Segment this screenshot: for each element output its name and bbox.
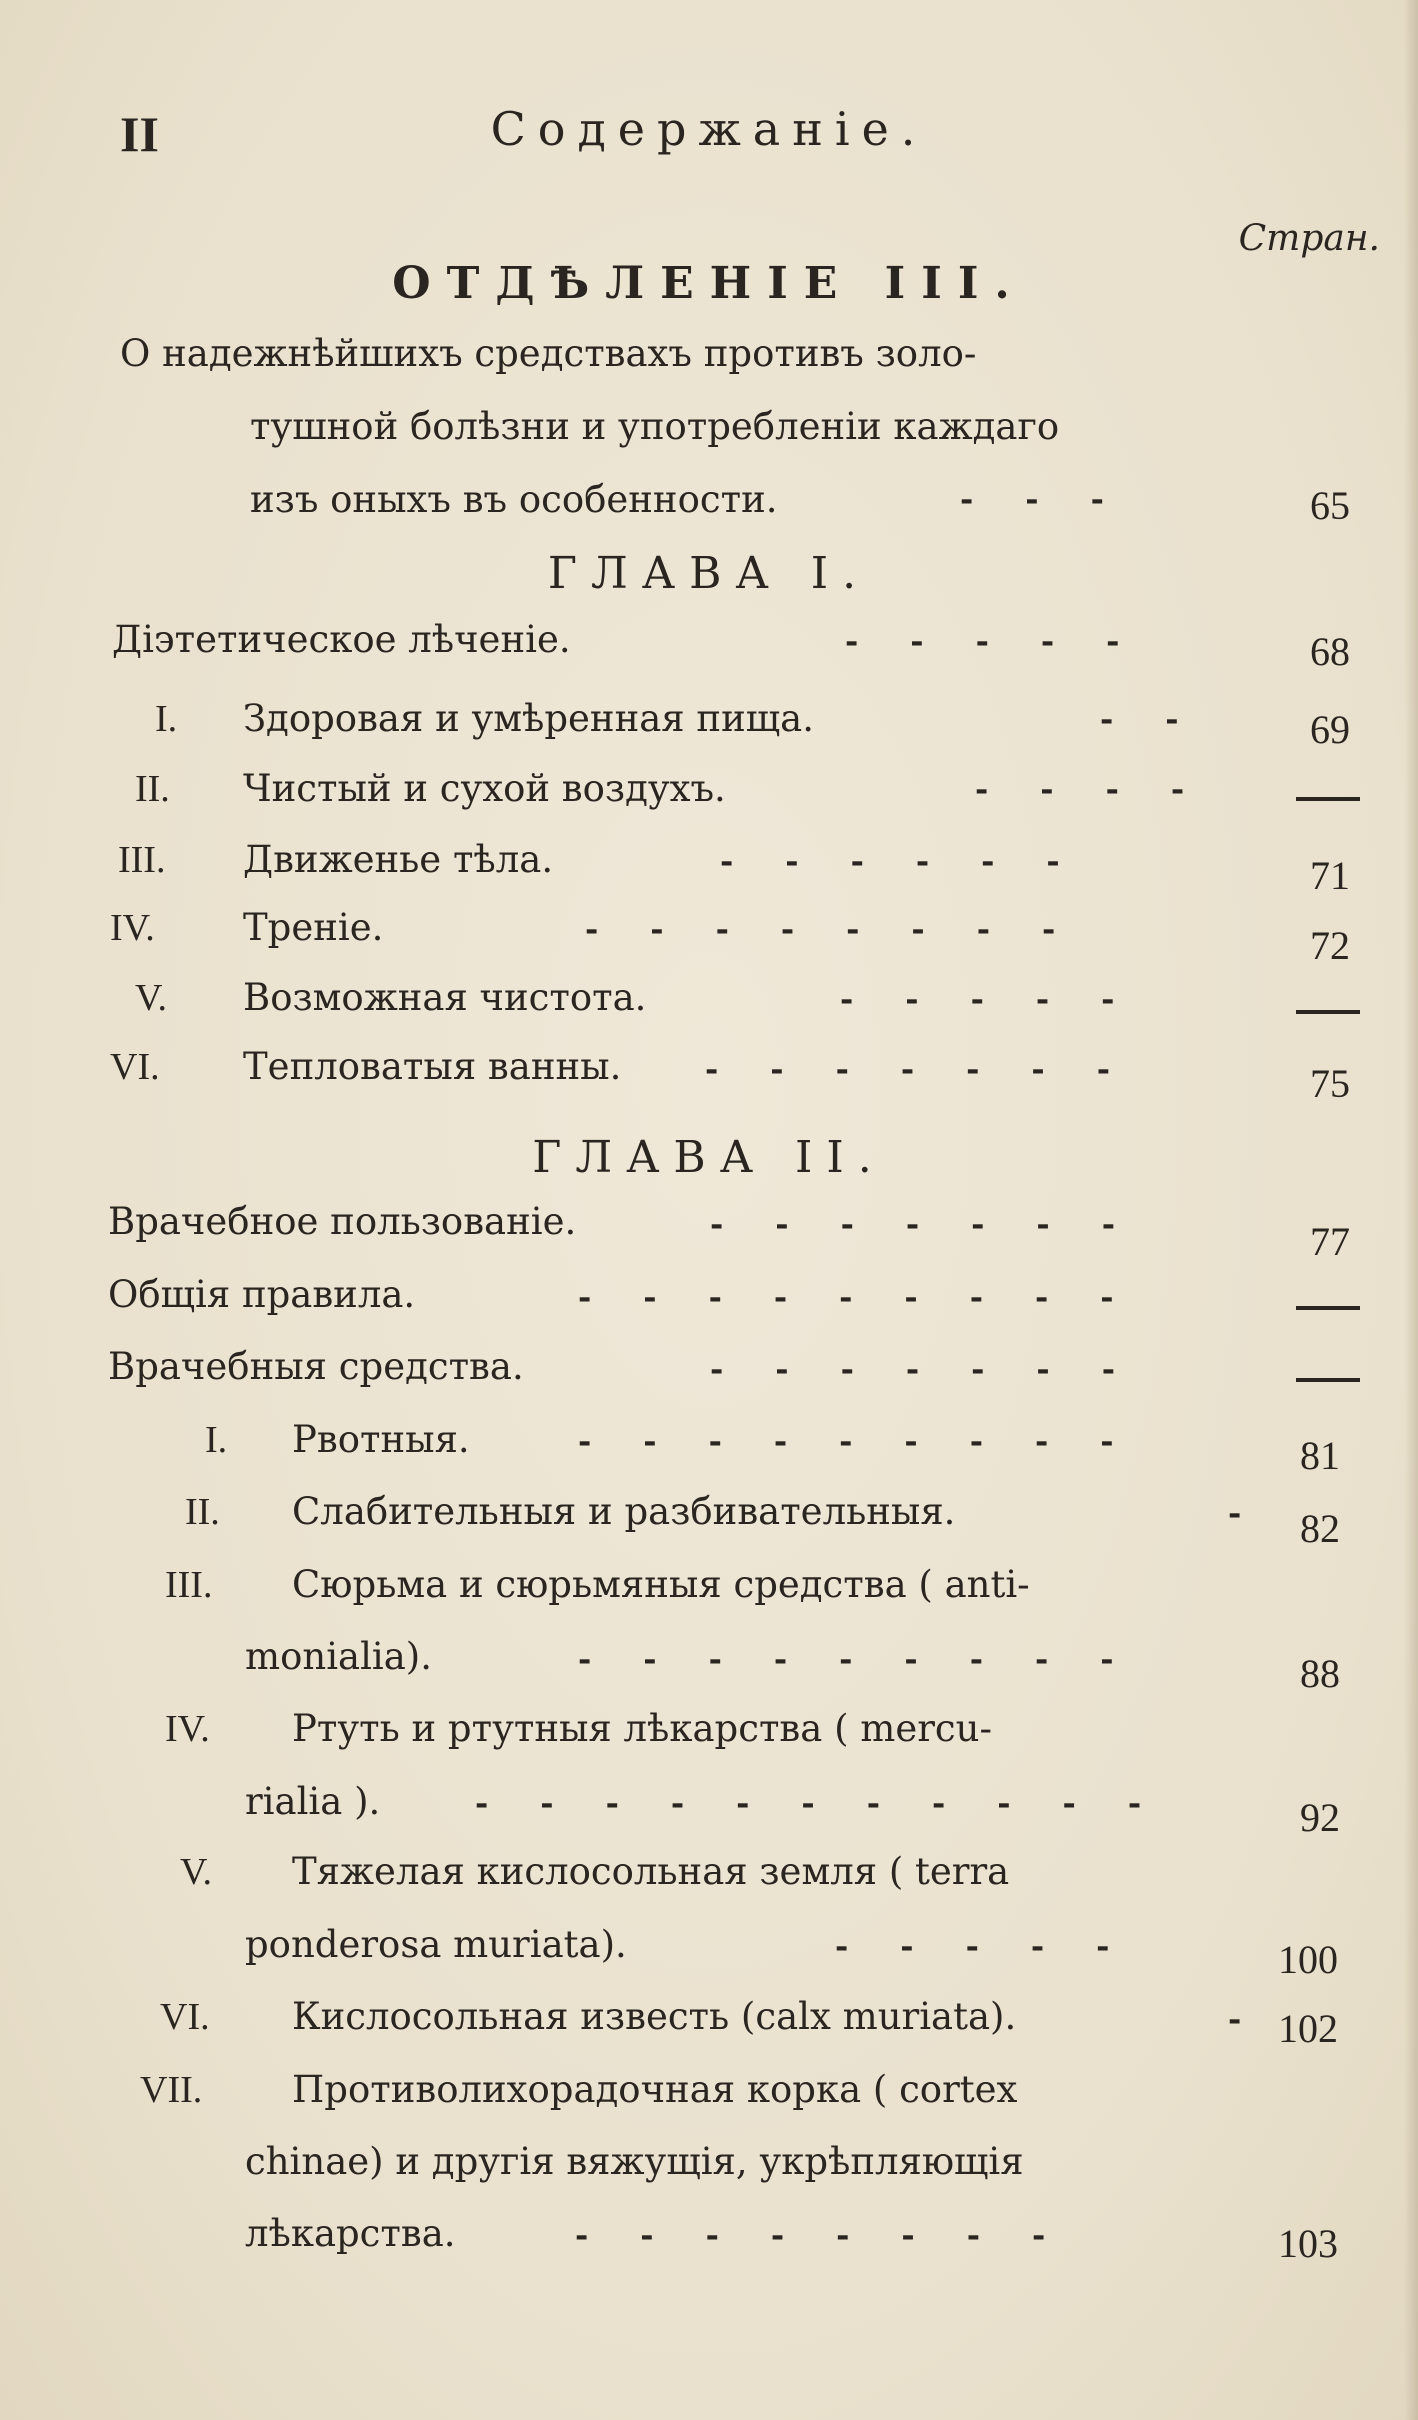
toc-entry: Слабительныя и разбивательныя. bbox=[292, 1490, 956, 1533]
ditto-mark bbox=[1296, 1378, 1360, 1382]
toc-entry: Тепловатыя ванны. bbox=[243, 1045, 622, 1088]
ditto-mark bbox=[1296, 797, 1360, 801]
toc-entry-page: 88 bbox=[1300, 1651, 1340, 1696]
leader-dots: - bbox=[1228, 2000, 1294, 2038]
toc-entry-continuation: monialia). bbox=[245, 1635, 433, 1678]
toc-entry-continuation: лѣкарства. bbox=[245, 2212, 456, 2255]
chapter-2-heading: Врачебныя средства. bbox=[108, 1345, 524, 1388]
section-desc-line-2: тушной болѣзни и употребленіи каждаго bbox=[250, 405, 1060, 448]
toc-entry-continuation: chinae) и другія вяжущія, укрѣпляющія bbox=[245, 2140, 1024, 2183]
item-number: III. bbox=[118, 839, 166, 881]
toc-entry: Движенье тѣла. bbox=[243, 838, 554, 881]
leader-dots: --- bbox=[960, 480, 1156, 518]
ditto-mark bbox=[1296, 1306, 1360, 1310]
toc-entry-page: 82 bbox=[1300, 1506, 1340, 1551]
leader-dots: ------ bbox=[720, 842, 1112, 880]
item-number: VI. bbox=[110, 1046, 160, 1088]
toc-entry: Здоровая и умѣренная пища. bbox=[243, 697, 814, 740]
leader-dots: -- bbox=[1100, 700, 1231, 738]
section-desc-line-3: изъ оныхъ въ особенности. bbox=[250, 478, 778, 521]
leader-dots: ----- bbox=[845, 622, 1172, 660]
leader-dots: ------- bbox=[705, 1050, 1162, 1088]
chapter-2-heading-page: 77 bbox=[1310, 1219, 1350, 1264]
toc-entry: Рвотныя. bbox=[292, 1418, 470, 1461]
chapter-2-heading: Врачебное пользованіе. bbox=[108, 1200, 577, 1243]
toc-entry-page: 69 bbox=[1310, 707, 1350, 752]
leader-dots: - bbox=[1228, 1494, 1294, 1532]
section-title: ОТДѢЛЕНІЕ III. bbox=[392, 258, 1026, 309]
toc-entry-page: 100 bbox=[1278, 1937, 1338, 1982]
leader-dots: -------- bbox=[575, 2216, 1098, 2254]
running-title: Содержаніе. bbox=[490, 102, 928, 156]
item-number: III. bbox=[165, 1564, 213, 1606]
chapter-1-heading: Діэтетическое лѣченіе. bbox=[112, 618, 571, 661]
toc-entry-page: 75 bbox=[1310, 1061, 1350, 1106]
toc-entry: Треніе. bbox=[243, 906, 384, 949]
page-edge-shadow bbox=[1404, 0, 1418, 2420]
page-column-label: Стран. bbox=[1238, 218, 1380, 259]
toc-entry: Чистый и сухой воздухъ. bbox=[243, 767, 726, 810]
leader-dots: ----- bbox=[835, 1927, 1162, 1965]
item-number: IV. bbox=[110, 907, 155, 949]
item-number: II. bbox=[135, 768, 170, 810]
leader-dots: ------- bbox=[710, 1205, 1167, 1243]
leader-dots: ----------- bbox=[475, 1784, 1194, 1822]
toc-entry-page: 72 bbox=[1310, 923, 1350, 968]
leader-dots: ------- bbox=[710, 1350, 1167, 1388]
toc-entry: Тяжелая кислосольная земля ( terra bbox=[292, 1850, 1010, 1893]
item-number: V. bbox=[180, 1851, 213, 1893]
leader-dots: -------- bbox=[585, 910, 1108, 948]
page-number: II bbox=[120, 106, 159, 162]
toc-entry-page: 103 bbox=[1278, 2221, 1338, 2266]
chapter-2-heading: Общія правила. bbox=[108, 1273, 416, 1316]
ditto-mark bbox=[1296, 1010, 1360, 1014]
item-number: IV. bbox=[165, 1708, 210, 1750]
toc-entry-page: 92 bbox=[1300, 1795, 1340, 1840]
leader-dots: ----- bbox=[840, 980, 1167, 1018]
section-page: 65 bbox=[1310, 483, 1350, 528]
toc-entry-page: 71 bbox=[1310, 853, 1350, 898]
toc-entry-continuation: rialia ). bbox=[245, 1780, 381, 1823]
toc-entry: Сюрьма и сюрьмяныя средства ( anti- bbox=[292, 1563, 1030, 1606]
toc-entry-page: 81 bbox=[1300, 1433, 1340, 1478]
toc-entry-page: 102 bbox=[1278, 2006, 1338, 2051]
toc-entry: Кислосольная известь (calx muriata). bbox=[292, 1995, 1017, 2038]
item-number: I. bbox=[155, 698, 178, 740]
leader-dots: ---- bbox=[975, 770, 1237, 808]
toc-entry-continuation: ponderosa muriata). bbox=[245, 1923, 627, 1966]
item-number: VII. bbox=[140, 2069, 203, 2111]
chapter-1-heading-page: 68 bbox=[1310, 629, 1350, 674]
chapter-1-title: ГЛАВА I. bbox=[547, 548, 871, 599]
leader-dots: --------- bbox=[578, 1640, 1166, 1678]
toc-entry: Противолихорадочная корка ( cortex bbox=[292, 2068, 1018, 2111]
item-number: I. bbox=[205, 1419, 228, 1461]
toc-entry: Возможная чистота. bbox=[243, 976, 647, 1019]
item-number: V. bbox=[135, 977, 168, 1019]
item-number: VI. bbox=[160, 1996, 210, 2038]
item-number: II. bbox=[185, 1491, 220, 1533]
leader-dots: --------- bbox=[578, 1422, 1166, 1460]
section-desc-line-1: О надежнѣйшихъ средствахъ противъ золо- bbox=[120, 332, 977, 375]
chapter-2-title: ГЛАВА II. bbox=[532, 1132, 886, 1183]
leader-dots: --------- bbox=[578, 1278, 1166, 1316]
toc-entry: Ртуть и ртутныя лѣкарства ( mercu- bbox=[292, 1707, 992, 1750]
